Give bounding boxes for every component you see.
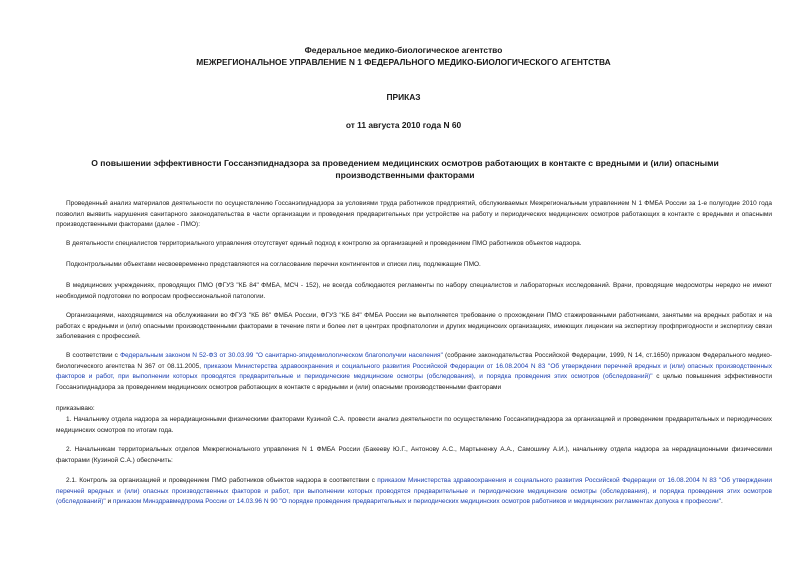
paragraph-item-2-1	[56, 476, 772, 508]
agency-name: Федеральное медико-биологическое агентство	[304, 45, 503, 55]
paragraph-analysis: Проведенный анализ материалов деятельности по осуществлению Госсанэпиднадзора за условиями труда работников предприятий, обслуживаемых Межрегиональным управлением N 1 ФМБА России за 1-е полугодие 2010 года позволил выявить нарушения санитарного законодательства в части организации и проведения предварительных при устройстве на работу и периодических медицинских осмотров работающих в контакте с вредными и опасными производственными факторами (далее - ПМО):	[56, 200, 772, 229]
paragraph-legal-basis	[56, 351, 772, 393]
paragraph-organizations: Организациями, находящимися на обслуживании во ФГУЗ "КБ 86" ФМБА России, ФГУЗ "КБ 84" ФМБА России не выполняется требование о прохождении ПМО стажированными работниками, занятыми на вредных работах и на работах с вредными и (или) опасными производственными факторами в течение пяти и более лет в центрах профпатологии и других медицинских организациях, имеющих лицензии на экспертизу профпригодности и экспертизу связи заболевания с профессией.	[56, 312, 772, 341]
paragraph-item-2: 2. Начальникам территориальных отделов Межрегионального управления N 1 ФМБА России (Бакееву Ю.Г., Антонову А.С., Мартыненку А.А., Самошину А.И.), начальнику отдела надзора за нерадиационными физическими факторами (Кузиной С.А.) обеспечить:	[56, 446, 772, 464]
legal-basis-text-1: В соответствии с	[66, 352, 121, 359]
ministry-order-83-link[interactable]: приказом Министерства здравоохранения и социального развития Российской Федерации от 16.08.2004 N 83 "Об утверждении перечней вредных и (или) опасных производственных факторов и работ, при выполнении которых проводятся предварительные и периодические медицинские осмотры (обследования), и порядка проведения этих осмотров (обследований)"	[56, 362, 772, 381]
ministry-order-83-link-2[interactable]: приказом Министерства здравоохранения и социального развития Российской Федерации от 16.08.2004 N 83 "Об утверждении перечней вредных и (или) опасных производственных факторов и работ, при выполнении которых проводятся предварительные и периодические медицинские осмотры (обследования), и порядка проведения этих осмотров (обследований)"	[56, 477, 772, 506]
federal-law-link[interactable]: Федеральным законом N 52-ФЗ от 30.03.99 "О санитарно-эпидемиологическом благополучии населения"	[120, 352, 443, 359]
legal-basis-text-3: с целью повышения эффективности Госсанэпиднадзора за проведением медицинских осмотров работающих в контакте с вредными и (или) опасными производственными факторами	[56, 373, 772, 391]
document-date: от 11 августа 2010 года N 60	[345, 120, 462, 130]
paragraph-late-lists: Подконтрольными объектами несвоевременно представляются на согласование перечни контингентов и списки лиц, подлежащие ПМО.	[66, 261, 481, 268]
document-title: О повышении эффективности Госсанэпиднадзора за проведением медицинских осмотров работающих в контакте с вредными и (или) опасными производственными факторами	[91, 158, 719, 180]
legal-basis-text-2: (собрание законодательства Российской Федерации, 1999, N 14, ст.1650) приказом Федерального медико-биологического агентства N 367 от 08.11.2005,	[56, 352, 773, 370]
item-2-1-text-1: 2.1. Контроль за организацией и проведением ПМО работников объектов надзора в соответствии с	[66, 477, 378, 484]
item-2-1-text-2: и	[105, 498, 113, 506]
item-2-1-text-3: .	[721, 498, 723, 506]
paragraph-medical-institutions: В медицинских учреждениях, проводящих ПМО (ФГУЗ "КБ 84" ФМБА, МСЧ - 152), не всегда соблюдаются регламенты по набору специалистов и лабораторных исследований. Врачи, проводящие медосмотры нередко не имеют необходимой подготовки по вопросам профессиональной патологии.	[56, 282, 772, 300]
paragraph-no-unified-approach: В деятельности специалистов территориального управления отсутствует единый подход к контролю за организацией и проведением ПМО работников объектов надзора.	[66, 240, 582, 247]
paragraph-order-word: приказываю:	[56, 405, 95, 412]
minzdravmedprom-order-90-link[interactable]: приказом Минздравмедпрома России от 14.03.96 N 90 "О порядке проведения предварительных и периодических медицинских осмотров работников и медицинских регламентах допуска к профессии"	[112, 498, 721, 506]
document-type: ПРИКАЗ	[386, 92, 421, 102]
department-name: МЕЖРЕГИОНАЛЬНОЕ УПРАВЛЕНИЕ N 1 ФЕДЕРАЛЬНОГО МЕДИКО-БИОЛОГИЧЕСКОГО АГЕНТСТВА	[196, 57, 611, 67]
paragraph-item-1: 1. Начальнику отдела надзора за нерадиационными физическими факторами Кузиной С.А. провести анализ деятельности по осуществлению Госсанэпиднадзора за организацией и проведением предварительных и периодических медицинских осмотров по итогам года.	[56, 416, 772, 434]
